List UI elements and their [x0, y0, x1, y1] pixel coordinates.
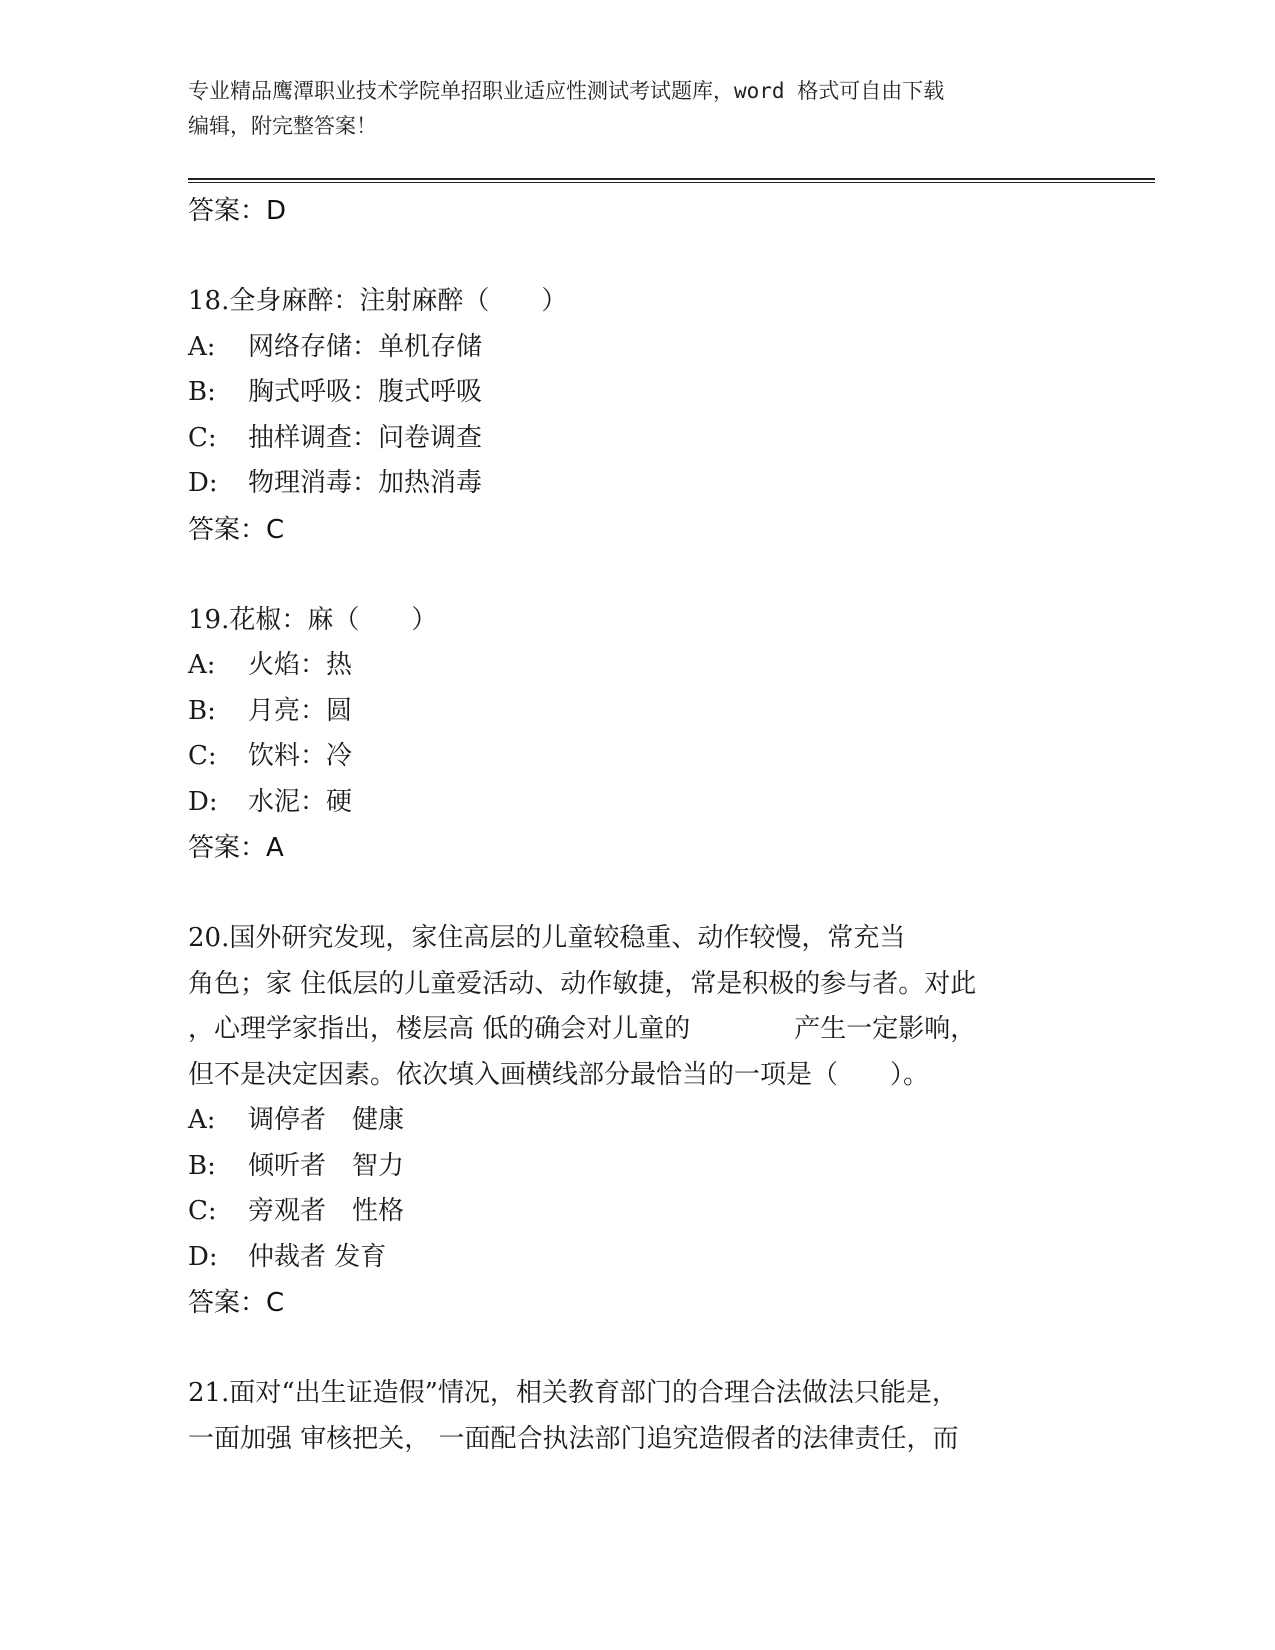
option-a: [188, 643, 1088, 689]
question-18: [188, 279, 1088, 553]
option-text: 水泥：硬: [248, 786, 353, 817]
answer-line: 答案：C: [188, 1288, 285, 1318]
header-divider-thin: [188, 182, 1155, 183]
option-letter: B:: [188, 1150, 216, 1181]
header-line-2: 编辑，附完整答案！: [188, 114, 377, 138]
option-text: 月亮：圆: [248, 695, 353, 726]
question-19: [188, 598, 1088, 872]
option-letter: D:: [188, 1241, 218, 1272]
option-text: 倾听者 智力: [248, 1150, 405, 1181]
option-text: 火焰：热: [248, 650, 353, 680]
option-c: [188, 416, 1088, 462]
question-21: [188, 1371, 1088, 1462]
option-letter: C:: [188, 422, 217, 453]
option-letter: C:: [188, 1196, 217, 1226]
document-body: [188, 188, 1088, 1462]
option-b: [188, 689, 1088, 735]
answer-line: 答案：D: [188, 196, 287, 226]
question-stem-line: 19.花椒：麻（ ）: [188, 604, 438, 635]
option-letter: B:: [188, 377, 216, 407]
question-stem-line: 18.全身麻醉：注射麻醉（ ）: [188, 286, 568, 316]
option-letter: D:: [188, 786, 218, 817]
option-letter: A:: [188, 331, 216, 362]
option-a: [188, 1098, 1088, 1144]
answer-line: 答案：C: [188, 514, 285, 545]
option-b: [188, 1144, 1088, 1190]
option-text: 抽样调查：问卷调查: [248, 422, 483, 453]
option-d: [188, 461, 1088, 507]
option-letter: D:: [188, 468, 218, 498]
option-d: [188, 1235, 1088, 1281]
header-line-1: 专业精品鹰潭职业技术学院单招职业适应性测试考试题库，word 格式可自由下载: [188, 79, 945, 103]
option-d: [188, 780, 1088, 826]
option-text: 网络存储：单机存储: [248, 331, 483, 362]
option-text: 仲裁者 发育: [248, 1241, 387, 1272]
option-text: 物理消毒：加热消毒: [248, 468, 483, 498]
question-stem-line: 但不是决定因素。依次填入画横线部分最恰当的一项是（ ）。: [188, 1059, 930, 1090]
option-letter: C:: [188, 741, 217, 771]
document-header: [188, 74, 1088, 144]
option-letter: A:: [188, 650, 216, 680]
question-stem-line: ，心理学家指出，楼层高 低的确会对儿童的 产生一定影响，: [188, 1014, 977, 1044]
option-c: [188, 734, 1088, 780]
option-text: 饮料：冷: [248, 741, 353, 771]
option-c: [188, 1189, 1088, 1235]
option-letter: A:: [188, 1105, 216, 1135]
question-stem-line: 20.国外研究发现，家住高层的儿童较稳重、动作较慢，常充当: [188, 923, 906, 953]
option-text: 旁观者 性格: [248, 1196, 405, 1226]
question-stem-line: 21.面对“出生证造假”情况，相关教育部门的合理合法做法只能是，: [188, 1378, 958, 1408]
option-b: [188, 370, 1088, 416]
option-a: [188, 325, 1088, 371]
question-stem-line: 角色；家 住低层的儿童爱活动、动作敏捷，常是积极的参与者。对此: [188, 968, 977, 999]
option-text: 调停者 健康: [248, 1105, 405, 1135]
option-text: 胸式呼吸：腹式呼吸: [248, 377, 483, 407]
answer-line: 答案：A: [188, 833, 284, 863]
option-letter: B:: [188, 695, 216, 726]
question-20: [188, 916, 1088, 1326]
question-stem-line: 一面加强 审核把关， 一面配合执法部门追究造假者的法律责任，而: [188, 1423, 959, 1454]
header-divider-thick: [188, 178, 1155, 180]
